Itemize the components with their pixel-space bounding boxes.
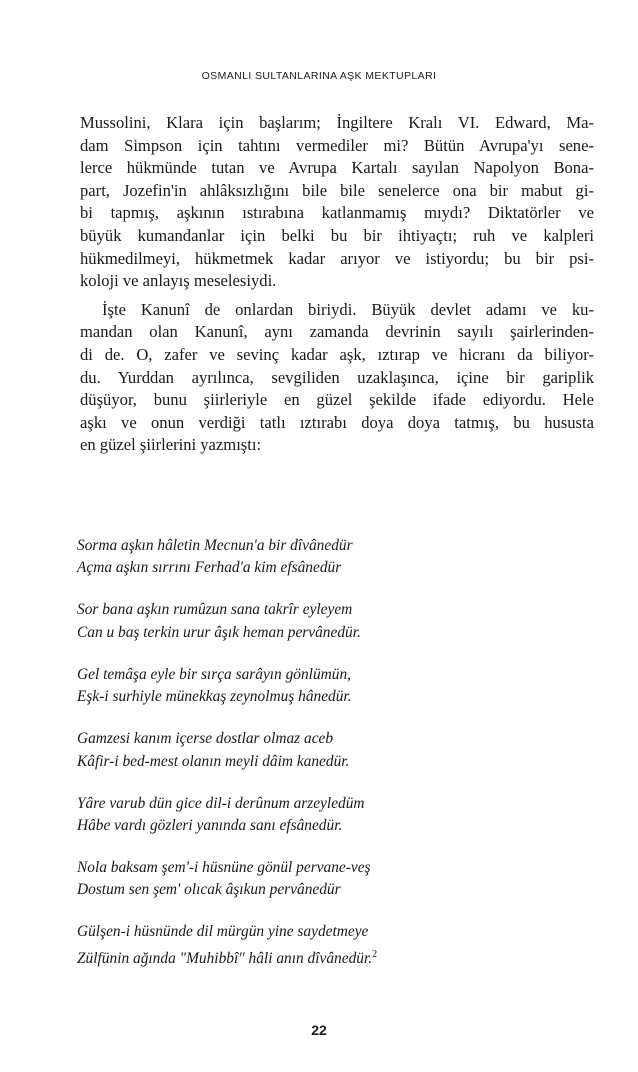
poem-verse: Gamzesi kanım içerse dostlar olmaz aceb xyxy=(77,730,334,748)
poem-verse: Yâre varub dün gice dil-i derûnum arzeyledüm xyxy=(77,794,365,812)
poem-couplet xyxy=(77,921,577,970)
text-line: bi tapmış, aşkının ıstırabına katlanmamış mıydı? Diktatörler ve xyxy=(80,203,594,223)
poem-verse: Açma aşkın sırrını Ferhad'a kim efsânedür xyxy=(77,559,342,577)
poem-verse: Sor bana aşkın rumûzun sana takrîr eyleyem xyxy=(77,601,353,619)
footnote-marker: 2 xyxy=(372,948,378,960)
text-line: koloji ve anlayış meselesiydi. xyxy=(80,271,277,291)
poem-couplet xyxy=(77,599,577,644)
poem-verse: Dostum sen şem' olıcak âşıkun pervânedür xyxy=(77,881,341,899)
text-line: mandan olan Kanunî, aynı zamanda devrinin sayılı şairlerinden- xyxy=(80,322,594,342)
poem xyxy=(77,535,577,990)
paragraph-2 xyxy=(80,299,594,457)
poem-verse: Nola baksam şem'-i hüsnüne gönül pervane-veş xyxy=(77,859,371,877)
text-line: di de. O, zafer ve sevinç kadar aşk, ıztırap ve hicranı da biliyor- xyxy=(80,344,594,364)
poem-verse: Kâfir-i bed-mest olanın meyli dâim kanedür. xyxy=(77,752,350,770)
page-number: 22 xyxy=(311,1022,327,1038)
text-line: Mussolini, Klara için başlarım; İngiltere Kralı VI. Edward, Ma- xyxy=(80,113,594,132)
text-line: part, Jozefin'in ahlâksızlığını bile bile senelerce ona bir mabut gi- xyxy=(80,180,594,200)
text-line: du. Yurddan ayrılınca, sevgiliden uzaklaşınca, içine bir gariplik xyxy=(80,367,594,387)
body-text xyxy=(80,112,594,457)
paragraph-1 xyxy=(80,112,594,293)
poem-verse: Can u baş terkin urur âşık heman pervânedür. xyxy=(77,623,361,641)
poem-verse: Sorma aşkın hâletin Mecnun'a bir dîvânedür xyxy=(77,537,353,554)
running-header: OSMANLI SULTANLARINA AŞK MEKTUPLARI xyxy=(201,70,437,82)
text-line: lerce hükmünde tutan ve Avrupa Kartalı sayılan Napolyon Bona- xyxy=(80,158,594,178)
poem-verse-text: Zülfünin ağında "Muhibbî" hâli anın dîvânedür. xyxy=(77,949,373,967)
text-line: en güzel şiirlerini yazmıştı: xyxy=(80,435,262,455)
text-line: İşte Kanunî de onlardan biriydi. Büyük devlet adamı ve ku- xyxy=(102,299,594,319)
poem-verse-last xyxy=(77,944,577,971)
poem-couplet xyxy=(77,728,577,773)
poem-verse: Eşk-i surhiyle münekkaş zeynolmuş hânedür. xyxy=(77,688,352,706)
text-line: büyük kumandanlar için belki bu bir ihtiyaçtı; ruh ve kalpleri xyxy=(80,225,594,245)
text-line: dam Simpson için tahtını vermediler mi? Bütün Avrupa'yı sene- xyxy=(80,135,594,155)
poem-couplet xyxy=(77,793,577,838)
text-line: düşüyor, bunu şiirleriyle en güzel şekilde ifade ediyordu. Hele xyxy=(80,390,594,410)
poem-couplet xyxy=(77,857,577,902)
poem-verse: Gülşen-i hüsnünde dil mürgün yine saydetmeye xyxy=(77,923,369,941)
poem-verse: Hâbe vardı gözleri yanında sanı efsânedür. xyxy=(77,817,343,835)
poem-verse: Gel temâşa eyle bir sırça sarâyın gönlümün, xyxy=(77,665,352,683)
text-line: aşkı ve onun verdiği tatlı ıztırabı doya doya tatmış, bu hususta xyxy=(80,412,594,432)
poem-couplet xyxy=(77,664,577,709)
poem-couplet xyxy=(77,535,577,580)
text-line: hükmedilmeyi, hükmetmek kadar arıyor ve istiyordu; bu bir psi- xyxy=(80,248,594,268)
